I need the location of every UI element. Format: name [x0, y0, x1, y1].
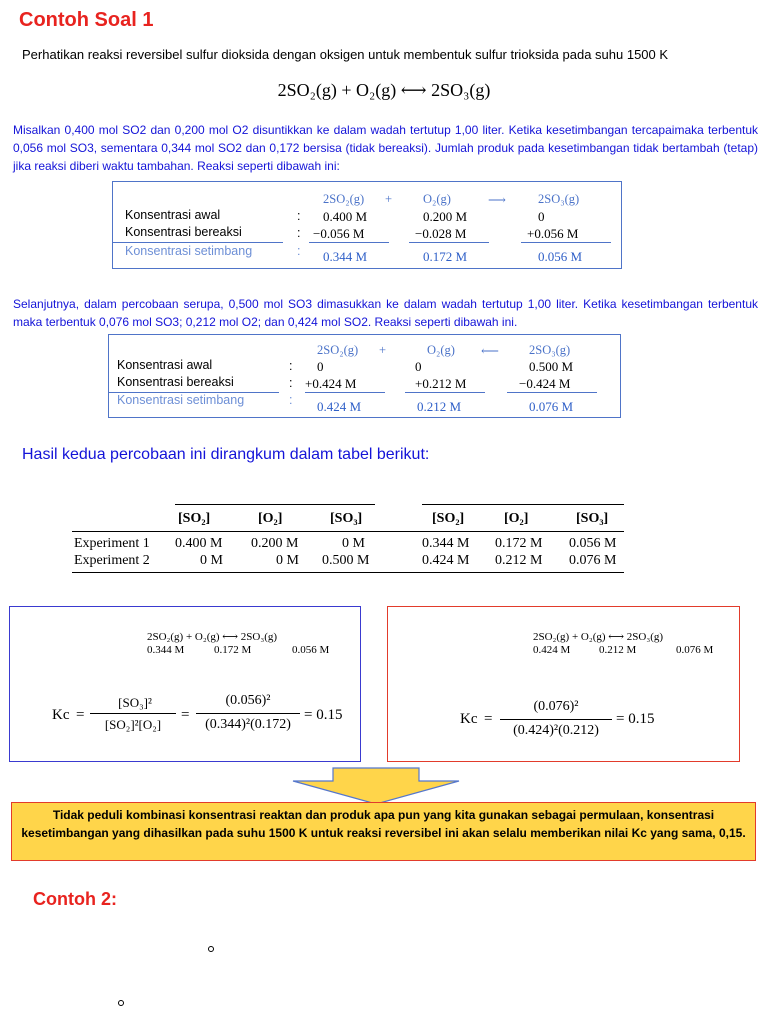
paragraph-2: Selanjutnya, dalam percobaan serupa, 0,500 mol SO3 dimasukkan ke dalam wadah tertutup 1,00 liter. Ketika kesetimbangan terbentuk maka terbentuk 0,076 mol SO3; 0,212 mol O2; dan 0,424 mol SO2. Reaksi seperti dibawah ini. [13, 297, 758, 329]
summary-g1-so3-header: [SO₃] [330, 511, 363, 526]
calc2-reaction: 2SO₂(g) + O₂(g) ⟷ 2SO₃(g) [533, 631, 664, 643]
table1-row2-so3: +0.056 M [527, 226, 579, 241]
table2-row1-o2: 0 [415, 359, 422, 374]
table2-row3-so2: 0.424 M [317, 399, 362, 414]
kc-calc-box-1 [9, 606, 361, 762]
calc1-fraction-bar-1 [90, 713, 176, 714]
table1-row3-colon: : [297, 244, 301, 258]
table1-row1-label: Konsentrasi awal [125, 208, 221, 222]
table2-header-o2: O₂(g) [427, 343, 455, 357]
calc1-conc-o2: 0.172 M [214, 644, 252, 656]
summary-row2-g2-so3: 0.076 M [569, 553, 617, 568]
table1-row1-so2: 0.400 M [323, 209, 368, 224]
table2-row2-o2: +0.212 M [415, 376, 467, 391]
calc1-conc-so2: 0.344 M [147, 644, 185, 656]
calc1-equals-1: = [76, 707, 85, 723]
summary-g2-o2-header: [O₂] [504, 511, 529, 526]
summary-group1-rule [175, 504, 375, 505]
table1-row1-colon: : [297, 209, 301, 223]
summary-row1-g1-so2: 0.400 M [175, 536, 223, 551]
summary-row2-g2-so2: 0.424 M [422, 553, 470, 568]
summary-row1-label: Experiment 1 [74, 536, 150, 551]
summary-row2-g2-o2: 0.212 M [495, 553, 543, 568]
calc2-conc-so3: 0.076 M [676, 644, 714, 656]
summary-row2-g1-o2: 0 M [276, 553, 299, 568]
table2-row3-colon: : [289, 393, 293, 407]
calc2-result: = 0.15 [616, 711, 655, 727]
table2-row3-label: Konsentrasi setimbang [117, 393, 245, 407]
table2-header-so3: 2SO₃(g) [529, 343, 571, 357]
summary-g2-so3-header: [SO₃] [576, 511, 609, 526]
table1-row2-o2: −0.028 M [415, 226, 467, 241]
calc1-conc-so3: 0.056 M [292, 644, 330, 656]
table1-row3-so2: 0.344 M [323, 249, 368, 264]
calc1-fraction-bar-2 [196, 713, 300, 714]
summary-g1-so2-header: [SO₂] [178, 511, 211, 526]
section-title-2: Contoh 2: [33, 889, 117, 909]
conclusion-box: Tidak peduli kombinasi konsentrasi reaktan dan produk apa pun yang kita gunakan sebagai permulaan, konsentrasi kesetimbangan yang dihasilkan pada suhu 1500 K untuk reaksi reversibel ini akan selalu memberikan nilai Kc yang sama, 0,15. [11, 802, 756, 861]
calc2-den-val: (0.424)²(0.212) [513, 723, 599, 738]
table2-header-arrow: ⟵ [481, 344, 499, 358]
table2-box [108, 334, 621, 418]
summary-row1-g1-o2: 0.200 M [251, 536, 299, 551]
table2-row2-label: Konsentrasi bereaksi [117, 375, 234, 389]
table1-header-plus: + [385, 192, 393, 206]
calc1-den-expr: [SO₂]²[O₂] [104, 717, 162, 732]
summary-g2-so2-header: [SO₂] [432, 511, 465, 526]
table1-divider-o2 [409, 242, 489, 243]
calc1-num-val: (0.056)² [225, 693, 271, 708]
calc2-num-val: (0.076)² [533, 699, 579, 714]
calc1-num-expr: [SO₃]² [118, 695, 152, 710]
table2-row1-so2: 0 [317, 359, 324, 374]
intro-text: Perhatikan reaksi reversibel sulfur dioksida dengan oksigen untuk membentuk sulfur trioksida pada suhu 1500 K [22, 47, 669, 62]
calc1-den-val: (0.344)²(0.172) [205, 717, 291, 732]
table2-row2-so3: −0.424 M [519, 376, 571, 391]
main-equation: 2SO₂(g) + O₂(g) ⟷ 2SO₃(g) [277, 80, 491, 100]
table1-divider-so2 [309, 242, 389, 243]
summary-row2-g1-so3: 0.500 M [322, 553, 370, 568]
table1-header-arrow: ⟶ [488, 193, 506, 207]
summary-row1-g1-so3: 0 M [342, 536, 365, 551]
calc2-conc-so2: 0.424 M [533, 644, 571, 656]
calc2-conc-o2: 0.212 M [599, 644, 637, 656]
summary-row2-label: Experiment 2 [74, 553, 150, 568]
table1-row3-so3: 0.056 M [538, 249, 583, 264]
summary-row1-g2-so2: 0.344 M [422, 536, 470, 551]
calc2-kc-symbol: Kc [460, 711, 478, 727]
table1-row1-o2: 0.200 M [423, 209, 468, 224]
bullet-point-2 [118, 1000, 124, 1006]
summary-row1-g2-o2: 0.172 M [495, 536, 543, 551]
table2-row1-colon: : [289, 359, 293, 373]
bullet-point-1 [208, 946, 214, 952]
table2-header-plus: + [379, 343, 387, 357]
calc2-fraction-bar [500, 719, 612, 720]
summary-row2-g1-so2: 0 M [200, 553, 223, 568]
table1-header-o2: O₂(g) [423, 192, 451, 206]
down-arrow-icon [291, 767, 461, 805]
calc2-equals: = [484, 711, 493, 727]
summary-bottom-rule [72, 572, 624, 573]
calc1-kc-symbol: Kc [52, 707, 70, 723]
table1-row3-label: Konsentrasi setimbang [125, 244, 253, 258]
paragraph-1: Misalkan 0,400 mol SO2 dan 0,200 mol O2 disuntikkan ke dalam wadah tertutup 1,00 liter. Ketika kesetimbangan tercapaimaka terbentuk 0,056 mol SO3, sementara 0,344 mol SO2 dan 0,172 bersisa (tidak bereaksi). Jumlah produk pada kesetimbangan tidak bertambah (tetap) jika reaksi diberi waktu tambahan. Reaksi seperti dibawah ini: [13, 123, 758, 173]
kc-calc-box-2 [387, 606, 740, 762]
page-title: Contoh Soal 1 [19, 9, 154, 31]
table1-row2-label: Konsentrasi bereaksi [125, 225, 242, 239]
table1-row1-so3: 0 [538, 209, 545, 224]
table1-row2-colon: : [297, 226, 301, 240]
table2-row2-so2: +0.424 M [305, 376, 357, 391]
table1-box [112, 181, 622, 269]
calc1-result: = 0.15 [304, 707, 343, 723]
table2-row2-colon: : [289, 376, 293, 390]
table1-divider-left [113, 242, 283, 243]
table2-divider-o2 [405, 392, 485, 393]
table2-header-so2: 2SO₂(g) [317, 343, 359, 357]
table2-row3-so3: 0.076 M [529, 399, 574, 414]
summary-group2-rule [422, 504, 624, 505]
table2-row3-o2: 0.212 M [417, 399, 462, 414]
summary-heading: Hasil kedua percobaan ini dirangkum dalam tabel berikut: [22, 446, 430, 463]
table1-row2-so2: −0.056 M [313, 226, 365, 241]
table1-row3-o2: 0.172 M [423, 249, 468, 264]
summary-row1-g2-so3: 0.056 M [569, 536, 617, 551]
table2-row1-so3: 0.500 M [529, 359, 574, 374]
summary-g1-o2-header: [O₂] [258, 511, 283, 526]
table2-divider-so3 [507, 392, 597, 393]
table1-divider-so3 [521, 242, 611, 243]
calc1-reaction: 2SO₂(g) + O₂(g) ⟷ 2SO₃(g) [147, 631, 278, 643]
calc1-equals-2: = [181, 707, 190, 723]
table2-divider-so2 [305, 392, 385, 393]
summary-header-rule [72, 531, 624, 532]
table1-header-so2: 2SO₂(g) [323, 192, 365, 206]
table1-header-so3: 2SO₃(g) [538, 192, 580, 206]
table2-row1-label: Konsentrasi awal [117, 358, 213, 372]
